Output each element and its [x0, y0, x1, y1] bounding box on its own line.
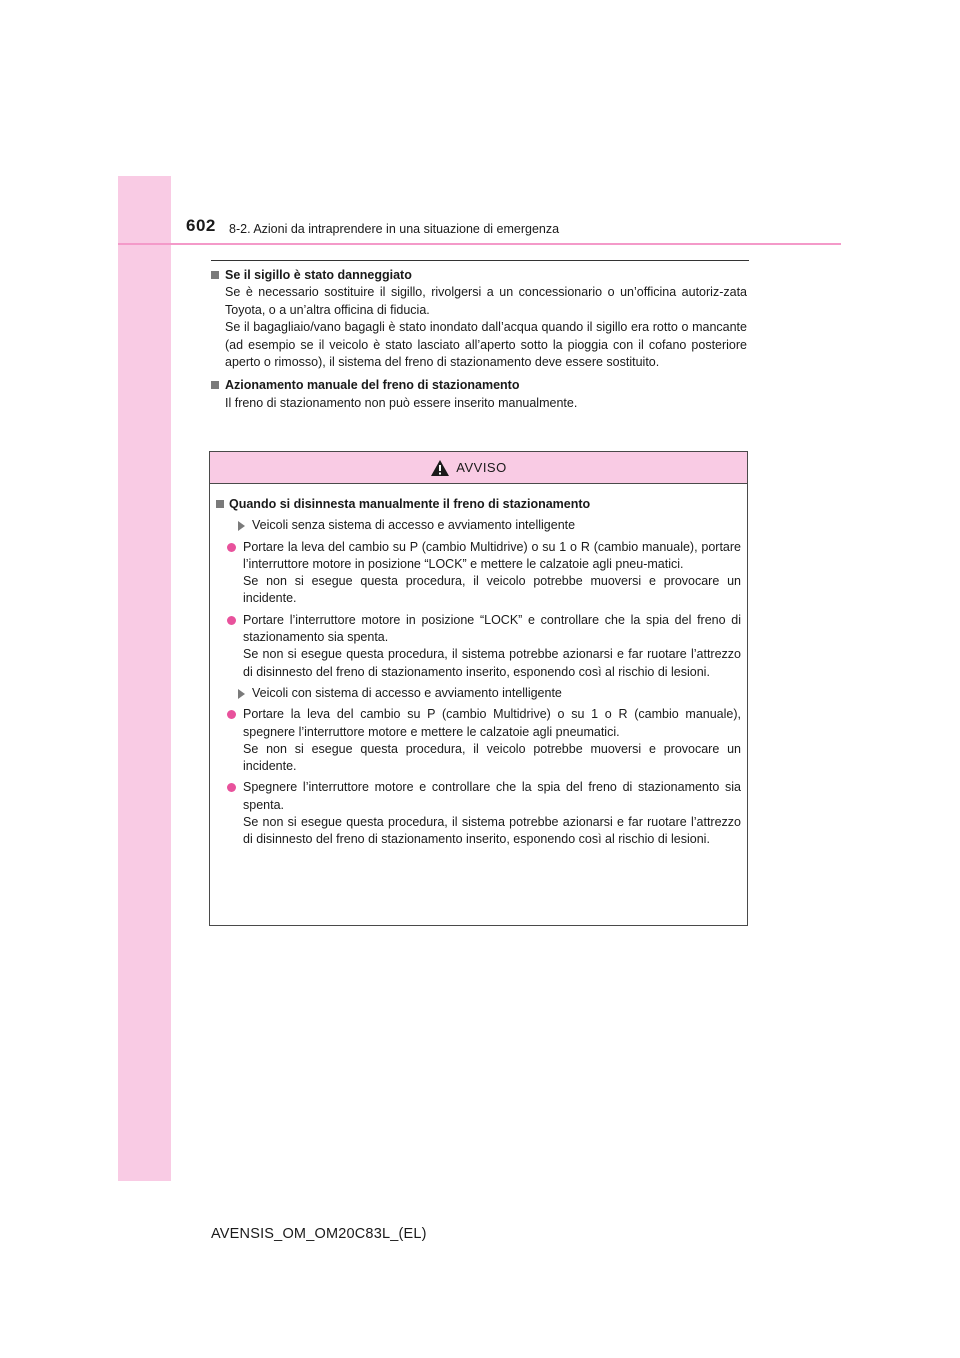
- section-title: Azionamento manuale del freno di stazionamento: [211, 377, 747, 394]
- section-divider: [211, 260, 749, 261]
- vehicle-group-heading: Veicoli con sistema di accesso e avviamento intelligente: [238, 685, 741, 702]
- page-number: 602: [186, 216, 216, 235]
- header-rule: [118, 243, 841, 245]
- circle-bullet-icon: [227, 543, 236, 552]
- circle-bullet-icon: [227, 616, 236, 625]
- circle-bullet-icon: [227, 783, 236, 792]
- paragraph: Se è necessario sostituire il sigillo, rivolgersi a un concessionario o un’officina autoriz-zata Toyota, o a un’altra officina di fiducia.: [225, 285, 747, 317]
- warning-body: [210, 484, 747, 849]
- square-bullet-icon: [211, 381, 219, 389]
- warning-header: [210, 452, 747, 484]
- warning-box: [209, 451, 748, 926]
- section-body: [225, 284, 747, 371]
- arrow-right-icon: [238, 689, 245, 699]
- section-manual-parking-brake: [211, 377, 747, 412]
- main-content: [211, 267, 747, 418]
- paragraph: Se il bagagliaio/vano bagagli è stato inondato dall’acqua quando il sigillo era rotto o mancante (ad esempio se il veicolo è stato lasciato all’aperto sotto la pioggia con il cofano posteriore aperto o rimosso), il sistema del freno di stazionamento deve essere sostituito.: [225, 320, 747, 370]
- warning-bullet: Portare l’interruttore motore in posizione “LOCK” e controllare che la spia del freno di stazionamento sia spenta. Se non si esegue questa procedura, il sistema potrebbe azionarsi e far ruotare l’attrezzo di disinnesto del freno di stazionamento inserito, esponendo così al rischio di lesioni.: [227, 612, 741, 681]
- side-tab-band: [118, 176, 171, 1181]
- warning-triangle-icon: [430, 459, 450, 477]
- square-bullet-icon: [216, 500, 224, 508]
- section-body: [225, 395, 747, 412]
- arrow-right-icon: [238, 521, 245, 531]
- section-seal-damaged: [211, 267, 747, 371]
- warning-bullet: Portare la leva del cambio su P (cambio Multidrive) o su 1 o R (cambio manuale), portare l’interruttore motore in posizione “LOCK” e mettere le calzatoie agli pneu-matici. Se non si esegue questa procedura, il veicolo potrebbe muoversi e provocare un incidente.: [227, 539, 741, 608]
- warning-bullet: Spegnere l’interruttore motore e controllare che la spia del freno di stazionamento sia spenta. Se non si esegue questa procedura, il sistema potrebbe azionarsi e far ruotare l’attrezzo di disinnesto del freno di stazionamento inserito, esponendo così al rischio di lesioni.: [227, 779, 741, 848]
- warning-label: AVVISO: [456, 460, 507, 475]
- paragraph: Il freno di stazionamento non può essere inserito manualmente.: [225, 395, 578, 410]
- vehicle-group-heading: Veicoli senza sistema di accesso e avviamento intelligente: [238, 517, 741, 534]
- square-bullet-icon: [211, 271, 219, 279]
- section-title: Se il sigillo è stato danneggiato: [211, 267, 747, 284]
- document-code: AVENSIS_OM_OM20C83L_(EL): [211, 1226, 427, 1242]
- circle-bullet-icon: [227, 710, 236, 719]
- warning-title: Quando si disinnesta manualmente il freno di stazionamento: [216, 496, 741, 513]
- warning-bullet: Portare la leva del cambio su P (cambio Multidrive) o su 1 o R (cambio manuale), spegnere l’interruttore motore e mettere le calzatoie agli pneumatici. Se non si esegue questa procedura, il veicolo potrebbe muoversi e provocare un incidente.: [227, 706, 741, 775]
- running-head: 8-2. Azioni da intraprendere in una situazione di emergenza: [229, 222, 560, 236]
